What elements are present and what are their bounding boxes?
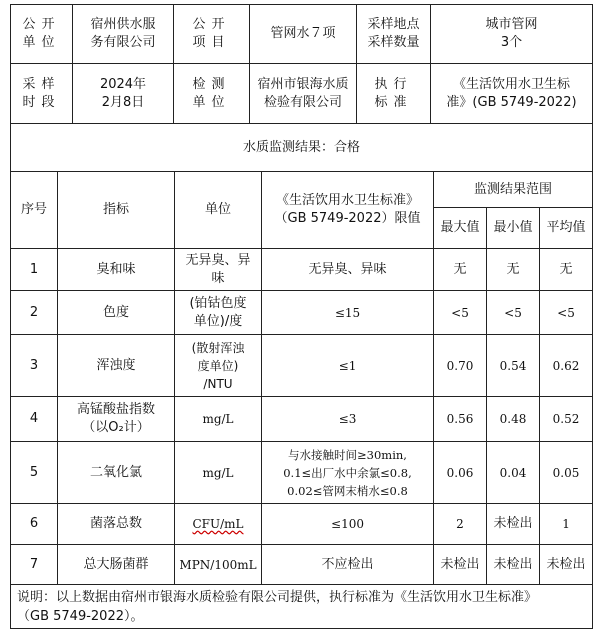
- row-min: 无: [487, 249, 540, 291]
- label-sampling-location: 采样地点 采样数量: [357, 5, 431, 64]
- row-unit: 无异臭、异 味: [175, 249, 262, 291]
- row-min: <5: [487, 291, 540, 335]
- row-seq: 4: [11, 397, 58, 442]
- row-limit: 无异臭、异味: [262, 249, 434, 291]
- row-min: 0.54: [487, 335, 540, 397]
- publisher-value: 宿州供水服 务有限公司: [73, 5, 174, 64]
- row-unit: mg/L: [175, 442, 262, 504]
- row-max: 0.56: [434, 397, 487, 442]
- table-row: [11, 397, 593, 442]
- table-row: [11, 249, 593, 291]
- row-limit: ≤3: [262, 397, 434, 442]
- row-max: 2: [434, 504, 487, 545]
- row-indicator: 总大肠菌群: [58, 545, 175, 585]
- label-standard: 执行 标准: [357, 64, 431, 124]
- header-table: [10, 4, 593, 124]
- row-min: 0.04: [487, 442, 540, 504]
- row-limit: 与水接触时间≥30min, 0.1≤出厂水中余氯≤0.8, 0.02≤管网末梢水≤0.8: [262, 442, 434, 504]
- table-row: [11, 504, 593, 545]
- row-avg: 0.05: [540, 442, 593, 504]
- row-avg: 0.62: [540, 335, 593, 397]
- row-seq: 1: [11, 249, 58, 291]
- row-unit: CFU/mL: [175, 504, 262, 545]
- table-row: [11, 291, 593, 335]
- row-seq: 3: [11, 335, 58, 397]
- row-seq: 7: [11, 545, 58, 585]
- row-unit: (散射浑浊 度单位) /NTU: [175, 335, 262, 397]
- footnote: 说明：以上数据由宿州市银海水质检验有限公司提供，执行标准为《生活饮用水卫生标准》 （GB 5749-2022）。: [11, 585, 593, 629]
- row-limit: ≤1: [262, 335, 434, 397]
- table-row: [11, 335, 593, 397]
- col-unit: 单位: [175, 172, 262, 249]
- row-avg: 1: [540, 504, 593, 545]
- col-min: 最小值: [487, 208, 540, 249]
- header-row: [11, 64, 593, 124]
- row-indicator: 浑浊度: [58, 335, 175, 397]
- results-table: [10, 123, 593, 629]
- label-sampling-period: 采样 时段: [11, 64, 73, 124]
- label-project: 公开 项目: [174, 5, 250, 64]
- testing-unit-value: 宿州市银海水质 检验有限公司: [250, 64, 357, 124]
- row-seq: 6: [11, 504, 58, 545]
- row-unit: mg/L: [175, 397, 262, 442]
- row-min: 未检出: [487, 504, 540, 545]
- sampling-date-value: 2024年 2月8日: [73, 64, 174, 124]
- row-avg: 0.52: [540, 397, 593, 442]
- row-unit: (铂钴色度 单位)/度: [175, 291, 262, 335]
- row-max: 无: [434, 249, 487, 291]
- row-avg: 无: [540, 249, 593, 291]
- row-indicator: 菌落总数: [58, 504, 175, 545]
- label-testing-unit: 检测 单位: [174, 64, 250, 124]
- sampling-location-value: 城市管网 3个: [431, 5, 593, 64]
- project-value: 管网水７项: [250, 5, 357, 64]
- row-min: 0.48: [487, 397, 540, 442]
- row-indicator: 臭和味: [58, 249, 175, 291]
- label-publisher: 公开 单位: [11, 5, 73, 64]
- row-seq: 2: [11, 291, 58, 335]
- row-min: 未检出: [487, 545, 540, 585]
- standard-value: 《生活饮用水卫生标 准》(GB 5749-2022): [431, 64, 593, 124]
- row-max: <5: [434, 291, 487, 335]
- row-unit: MPN/100mL: [175, 545, 262, 585]
- result-title: 水质监测结果：合格: [11, 124, 593, 172]
- col-limit: 《生活饮用水卫生标准》 （GB 5749-2022）限值: [262, 172, 434, 249]
- row-indicator: 二氧化氯: [58, 442, 175, 504]
- row-limit: ≤100: [262, 504, 434, 545]
- row-avg: <5: [540, 291, 593, 335]
- row-limit: 不应检出: [262, 545, 434, 585]
- col-indicator: 指标: [58, 172, 175, 249]
- row-indicator: 色度: [58, 291, 175, 335]
- row-max: 0.70: [434, 335, 487, 397]
- row-indicator: 高锰酸盐指数 （以O₂计）: [58, 397, 175, 442]
- col-range: 监测结果范围: [434, 172, 593, 208]
- row-avg: 未检出: [540, 545, 593, 585]
- table-row: [11, 545, 593, 585]
- row-max: 未检出: [434, 545, 487, 585]
- header-row: [11, 5, 593, 64]
- table-row: [11, 442, 593, 504]
- col-seq: 序号: [11, 172, 58, 249]
- row-limit: ≤15: [262, 291, 434, 335]
- col-avg: 平均值: [540, 208, 593, 249]
- row-seq: 5: [11, 442, 58, 504]
- col-max: 最大值: [434, 208, 487, 249]
- row-max: 0.06: [434, 442, 487, 504]
